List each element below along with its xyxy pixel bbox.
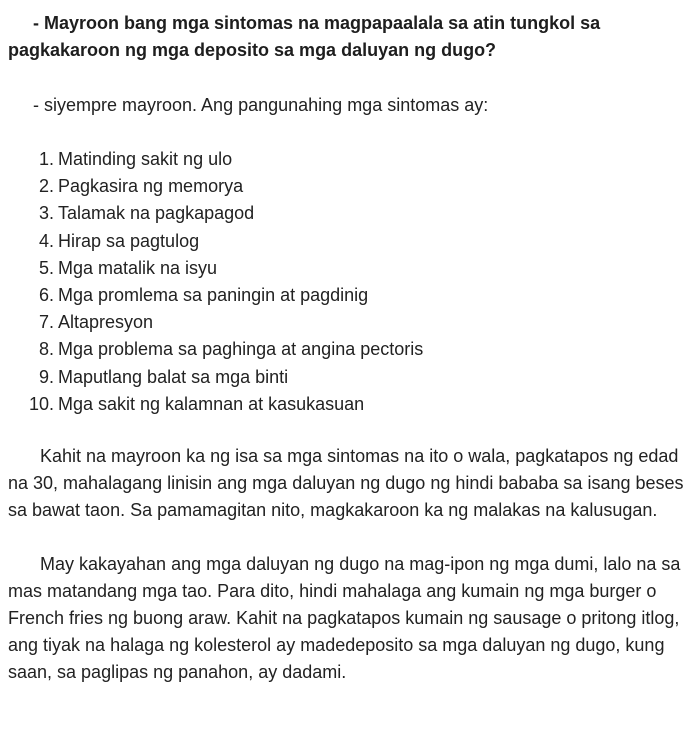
list-item [8, 391, 684, 418]
list-item [8, 255, 684, 282]
list-item-number: 7. [38, 312, 54, 333]
list-item-text: Mga problema sa paghinga at angina pectoris [58, 339, 424, 360]
body-paragraph: May kakayahan ang mga daluyan ng dugo na mag-ipon ng mga dumi, lalo na sa mas matandang mga tao. Para dito, hindi mahalaga ang kumain ng mga burger o French fries ng buong araw. Kahit na pagkatapos kumain ng sausage o pritong itlog, ang tiyak na halaga ng kolesterol ay madedeposito sa mga daluyan ng dugo, kung saan, sa paglipas ng panahon, ay dadami. [8, 553, 681, 682]
symptoms-list [8, 146, 684, 418]
list-item-text: Mga sakit ng kalamnan at kasukasuan [58, 393, 365, 414]
list-item [8, 309, 684, 336]
list-item-number: 3. [38, 203, 54, 224]
body-paragraph: Kahit na mayroon ka ng isa sa mga sintomas na ito o wala, pagkatapos ng edad na 30, mahalagang linisin ang mga daluyan ng dugo ng hindi bababa sa isang beses sa bawat taon. Sa pamamagitan nito, magkakaroon ka ng malakas na kalusugan. [8, 445, 684, 520]
list-item [8, 364, 684, 391]
list-item-number: 4. [38, 230, 54, 251]
list-item [8, 173, 684, 200]
list-item-number: 1. [38, 149, 54, 169]
list-item-text: Maputlang balat sa mga binti [58, 366, 289, 387]
article-page [0, 10, 700, 735]
list-item [8, 228, 684, 255]
list-item [8, 146, 684, 173]
list-item-text: Pagkasira ng memorya [58, 176, 244, 197]
list-item-text: Talamak na pagkapagod [58, 203, 255, 224]
list-item-text: Altapresyon [58, 312, 154, 333]
list-item-number: 8. [38, 339, 54, 360]
question-heading: - Mayroon bang mga sintomas na magpapaalala sa atin tungkol sa pagkakaroon ng mga deposito sa mga daluyan ng dugo? [8, 13, 601, 60]
list-item-text: Mga matalik na isyu [58, 257, 218, 278]
list-item-text: Mga promlema sa paningin at pagdinig [58, 284, 369, 305]
list-item-text: Hirap sa pagtulog [58, 230, 200, 251]
list-item [8, 336, 684, 363]
list-item [8, 200, 684, 227]
list-item-number: 2. [38, 176, 54, 197]
list-item-number: 5. [38, 257, 54, 278]
answer-intro: - siyempre mayroon. Ang pangunahing mga sintomas ay: [33, 95, 489, 115]
list-item-number: 10. [28, 393, 54, 414]
list-item-number: 6. [38, 284, 54, 305]
list-item [8, 282, 684, 309]
list-item-number: 9. [38, 366, 54, 387]
list-item-text: Matinding sakit ng ulo [58, 149, 233, 169]
